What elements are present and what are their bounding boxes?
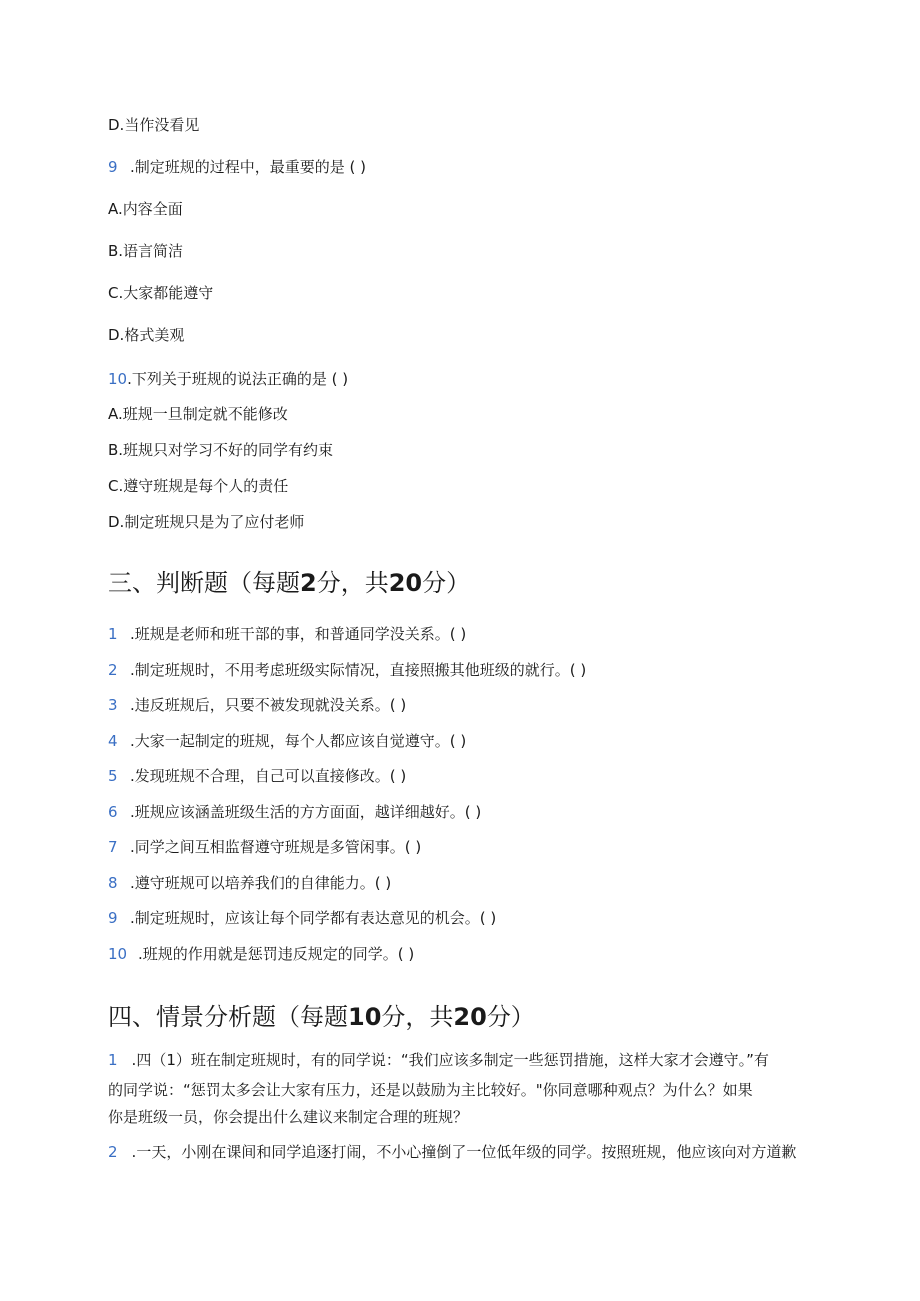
judgement-2-text: .制定班规时，不用考虑班级实际情况，直接照搬其他班级的就行。( ): [130, 661, 587, 679]
judgement-7-text: .同学之间互相监督遵守班规是多管闲事。( ): [130, 838, 422, 856]
q10-option-d: D.制定班规只是为了应付老师: [108, 513, 305, 531]
section-3-heading: 三、判断题（每题2分，共20分）: [108, 569, 471, 597]
q10-question: [108, 369, 348, 389]
q9-option-b: B.语言简洁: [108, 242, 184, 260]
judgement-6-number: 6: [108, 803, 118, 821]
judgement-2-number: 2: [108, 661, 118, 679]
judgement-6-text: .班规应该涵盖班级生活的方方面面，越详细越好。( ): [130, 803, 482, 821]
q8-option-d: D.当作没看见: [108, 116, 200, 134]
judgement-3-number: 3: [108, 696, 118, 714]
judgement-5-text: .发现班规不合理，自己可以直接修改。( ): [130, 767, 407, 785]
judgement-10-number: 10: [108, 945, 128, 963]
q9-option-c: C.大家都能遵守: [108, 284, 214, 302]
judgement-3-text: .违反班规后，只要不被发现就没关系。( ): [130, 696, 407, 714]
judgement-1-text: .班规是老师和班干部的事，和普通同学没关系。( ): [130, 625, 467, 643]
judgement-8-number: 8: [108, 874, 118, 892]
q10-option-a: A.班规一旦制定就不能修改: [108, 405, 288, 423]
judgement-10-text: .班规的作用就是惩罚违反规定的同学。( ): [138, 945, 415, 963]
judgement-9-text: .制定班规时，应该让每个同学都有表达意见的机会。( ): [130, 909, 497, 927]
q10-text: .下列关于班规的说法正确的是 ( ): [127, 370, 349, 388]
section-4-heading: 四、情景分析题（每题10分，共20分）: [108, 1003, 535, 1031]
scenario-1-line-3: 你是班级一员，你会提出什么建议来制定合理的班规？: [108, 1108, 469, 1126]
q10-option-b: B.班规只对学习不好的同学有约束: [108, 441, 334, 459]
scenario-1-line-1: 1 .四（1）班在制定班规时，有的同学说：“我们应该多制定一些惩罚措施，这样大家才会遵守。”有: [108, 1051, 769, 1069]
q10-number: 10: [108, 370, 128, 388]
scenario-1-number: 1: [108, 1051, 118, 1069]
judgement-5-number: 5: [108, 767, 118, 785]
q9-text: .制定班规的过程中，最重要的是 ( ): [130, 158, 367, 176]
q9-option-d: D.格式美观: [108, 326, 185, 344]
judgement-4-text: .大家一起制定的班规，每个人都应该自觉遵守。( ): [130, 732, 467, 750]
judgement-8-text: .遵守班规可以培养我们的自律能力。( ): [130, 874, 392, 892]
q10-option-c: C.遵守班规是每个人的责任: [108, 477, 289, 495]
scenario-2-number: 2: [108, 1143, 118, 1161]
judgement-4-number: 4: [108, 732, 118, 750]
judgement-1-number: 1: [108, 625, 118, 643]
q9-option-a: A.内容全面: [108, 200, 183, 218]
scenario-2-line-1: 2 .一天，小刚在课间和同学追逐打闹，不小心撞倒了一位低年级的同学。按照班规，他应该向对方道歉: [108, 1143, 797, 1161]
q9-number: 9: [108, 158, 118, 176]
scenario-1-line-2: 的同学说：“惩罚太多会让大家有压力，还是以鼓励为主比较好。"你同意哪种观点？为什么？如果: [108, 1081, 753, 1099]
judgement-7-number: 7: [108, 838, 118, 856]
judgement-9-number: 9: [108, 909, 118, 927]
